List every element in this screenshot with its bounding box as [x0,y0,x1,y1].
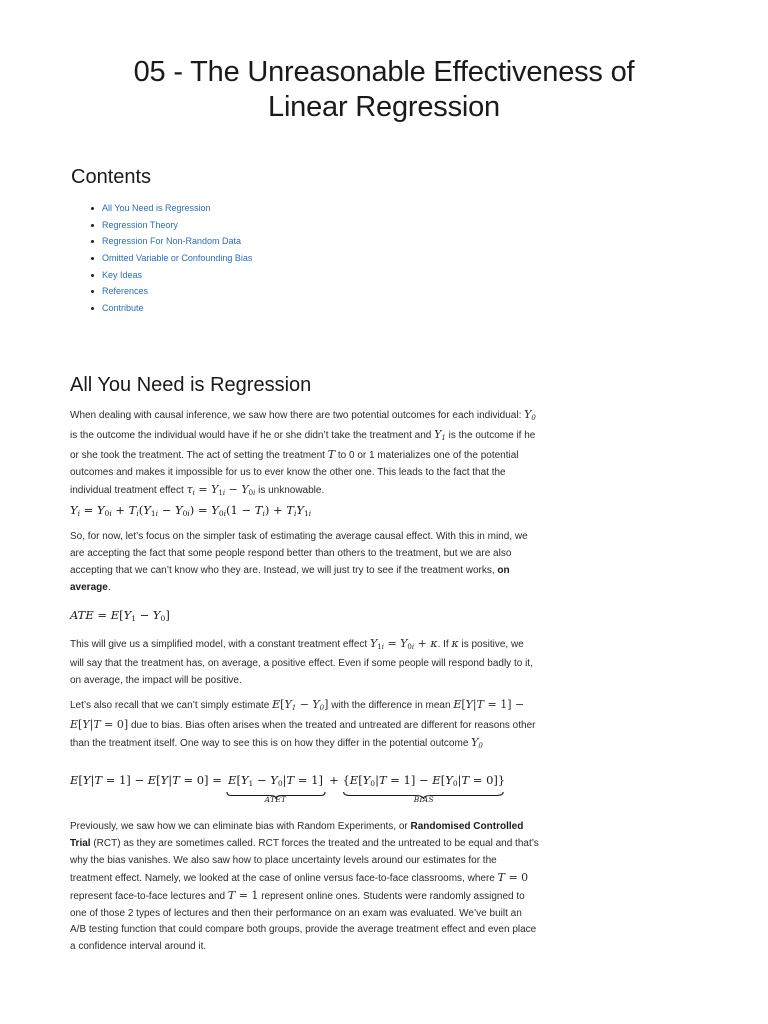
toc-item [90,284,252,301]
equation-observed-outcome: $Y_i = Y_{0i} + T_i(Y_{1i} - Y_{0i}) = Y_{0i}(1 - T_i) + T_iY_{1i}$ [70,503,312,518]
atet-label: ATET [264,795,287,804]
math-kappa: κ [451,637,459,650]
contents-heading: Contents [71,166,152,188]
math-diff-in-means: E[Y|T = 1] − E[Y|T = 0] [70,698,525,731]
toc-link-key-ideas[interactable]: Key Ideas [102,269,143,280]
toc-item [90,218,252,235]
paragraph-bias: Let’s also recall that we can’t simply estimate $E[Y_1 - Y_0]$ with the difference in mean E[Y|T = 1] − E[Y|T = 0] due to bias. Bias often arises when the treated and untreated are different for reasons other than the treatment itself. One way to see this is on how they differ in the potential outcome $Y_0$ [70,698,536,750]
toc-item [90,234,252,251]
bias-label: BIAS [413,795,434,804]
paragraph-rct: Previously, we saw how we can eliminate bias with Random Experiments, or Randomised Controlled Trial (RCT) as they are sometimes called. RCT forces the treated and the untreated to be equal and that’s why the bias vanishes. We also saw how to place uncertainty levels around our estimates for the treatment effect. Namely, we looked at the case of online versus face-to-face classrooms, where T = 0 represent face-to-face lectures and T = 1 represent online ones. Students were randomly assigned to one of those 2 types of lectures and then their performance on an exam was evaluated. We’ve built an A/B testing function that could compare both groups, provide the average treatment effect and even place a confidence interval around it. [70,821,539,953]
math-tau: $\tau_i = Y_{1i} - Y_{0i}$ [186,482,256,497]
toc-item [90,251,252,268]
page-title-line-1: 05 - The Unreasonable Effectiveness of [133,56,635,88]
paragraph-constant-effect: This will give us a simplified model, with a constant treatment effect $Y_{1i} = Y_{0i} + \kappa$. If κ is positive, we will say that the treatment has, on average, a positive effect. Even if some people will respond badly to it, on average, the impact will be positive. [70,637,533,686]
bias-term: $\{E[Y_0|T = 1] - E[Y_0|T = 0]\}$ BIAS [342,772,505,799]
atet-term: $E[Y_1 - Y_0|T = 1]$ ATET [226,772,326,799]
equation-bias-decomposition: $E[Y|T = 1] - E[Y|T = 0] = E[Y_1 - Y_0|T = 1]$ ATET + $\{E[Y_0|T = 1] - E[Y_0|T = 0]\}$ BIAS [70,772,505,799]
toc-link-regression-theory[interactable]: Regression Theory [102,219,178,230]
equation-ate: ATE = $E[Y_1 - Y_0]$ [70,608,170,623]
paragraph-average-effect: So, for now, let’s focus on the simpler task of estimating the average causal effect. With this in mind, we are accepting the fact that some people respond better than others to the treatment, but we are also accepting that we can’t know who they are. Instead, we will just try to see if the treatment works, on average. [70,531,528,593]
math-y0: $Y_0$ [524,408,536,422]
paragraph-potential-outcomes: When dealing with causal inference, we saw how there are two potential outcomes for each individual: $Y_0$ is the outcome the individual would have if he or she didn’t take the treatment and $Y_1$ is the outcome if he or she took the treatment. The act of setting the treatment T to 0 or 1 materializes one of the potential outcomes and makes it impossible for us to ever know the other one. This leads to the fact that the individual treatment effect $\tau_i = Y_{1i} - Y_{0i}$ is unknowable. [70,408,536,497]
toc-link-references[interactable]: References [102,286,149,297]
math-y1: $Y_1$ [434,427,446,442]
math-t-equals-0: T = 0 [497,870,529,884]
toc-link-omitted-variable-bias[interactable]: Omitted Variable or Confounding Bias [102,253,253,264]
toc-item [90,301,252,318]
math-y0-outcome: $Y_0$ [471,735,483,750]
toc-item [90,268,252,285]
equation-lhs: E[Y|T = 1] − E[Y|T = 0] = [70,773,222,787]
page-title-line-2: Linear Regression [268,91,500,123]
math-ate-expr: $E[Y_1 - Y_0]$ [272,698,329,712]
toc-link-regression-non-random-data[interactable]: Regression For Non-Random Data [102,236,242,247]
toc-link-contribute[interactable]: Contribute [102,303,144,314]
page-title [60,55,708,125]
math-t: T [327,447,336,461]
toc-link-all-you-need-is-regression[interactable]: All You Need is Regression [102,203,211,213]
math-constant-effect: $Y_{1i} = Y_{0i} + \kappa$ [369,637,438,651]
table-of-contents [90,201,252,318]
toc-item [90,201,252,218]
section-heading: All You Need is Regression [70,374,312,396]
math-t-equals-1: T = 1 [227,888,259,902]
